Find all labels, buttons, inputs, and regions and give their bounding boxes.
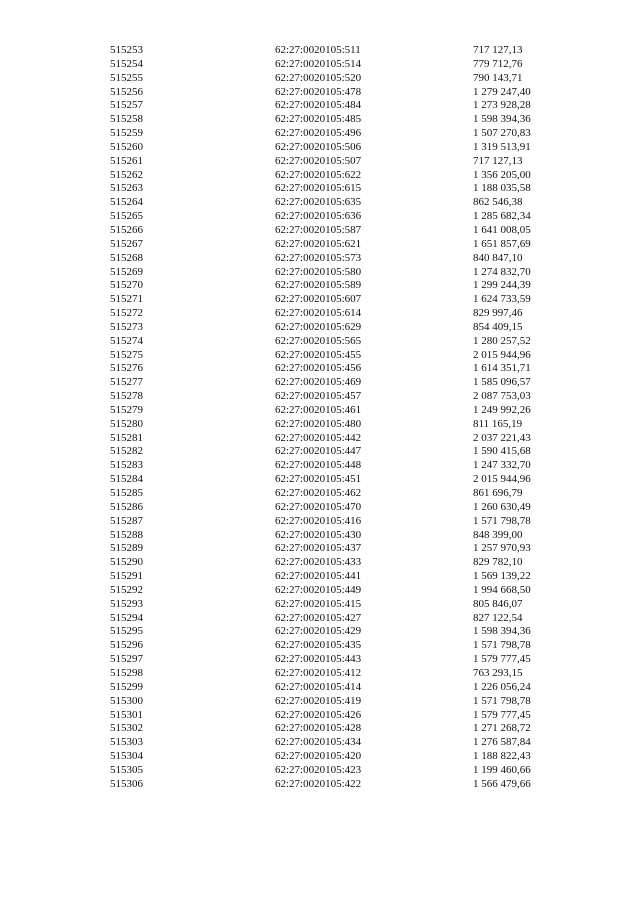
cadastral-value: 717 127,13 <box>473 154 523 167</box>
cadastral-value: 1 571 798,78 <box>473 694 531 707</box>
table-row <box>0 141 640 155</box>
cadastral-value: 1 188 822,43 <box>473 750 531 763</box>
table-row <box>0 570 640 584</box>
table-row <box>0 44 640 58</box>
cadastral-number: 62:27:0020105:565 <box>275 334 362 347</box>
cadastral-value: 1 249 992,26 <box>473 403 531 416</box>
table-row <box>0 487 640 501</box>
table-row <box>0 459 640 473</box>
row-number: 515298 <box>110 666 143 679</box>
row-number: 515261 <box>110 154 143 167</box>
cadastral-value: 1 579 777,45 <box>473 653 531 666</box>
cadastral-value: 1 356 205,00 <box>473 168 531 181</box>
row-number: 515258 <box>110 113 143 126</box>
cadastral-value: 1 199 460,66 <box>473 763 531 776</box>
row-number: 515291 <box>110 570 143 583</box>
table-row <box>0 390 640 404</box>
table-row <box>0 113 640 127</box>
cadastral-value: 854 409,15 <box>473 320 523 333</box>
row-number: 515256 <box>110 85 143 98</box>
cadastral-number: 62:27:0020105:433 <box>275 556 362 569</box>
table-row <box>0 169 640 183</box>
row-number: 515278 <box>110 390 143 403</box>
cadastral-value: 1 569 139,22 <box>473 570 531 583</box>
row-number: 515294 <box>110 611 143 624</box>
table-row <box>0 667 640 681</box>
cadastral-number: 62:27:0020105:442 <box>275 431 362 444</box>
cadastral-number: 62:27:0020105:456 <box>275 362 362 375</box>
table-row <box>0 86 640 100</box>
cadastral-value: 1 273 928,28 <box>473 99 531 112</box>
cadastral-number: 62:27:0020105:449 <box>275 583 362 596</box>
cadastral-number: 62:27:0020105:607 <box>275 293 362 306</box>
cadastral-value: 1 188 035,58 <box>473 182 531 195</box>
cadastral-number: 62:27:0020105:461 <box>275 403 362 416</box>
row-number: 515297 <box>110 653 143 666</box>
row-number: 515271 <box>110 293 143 306</box>
cadastral-value: 1 285 682,34 <box>473 210 531 223</box>
table-row <box>0 681 640 695</box>
cadastral-number: 62:27:0020105:457 <box>275 390 362 403</box>
cadastral-value: 829 782,10 <box>473 556 523 569</box>
row-number: 515254 <box>110 57 143 70</box>
row-number: 515285 <box>110 487 143 499</box>
cadastral-number: 62:27:0020105:412 <box>275 666 362 679</box>
row-number: 515262 <box>110 168 143 181</box>
table-row <box>0 252 640 266</box>
cadastral-value: 1 994 668,50 <box>473 583 531 596</box>
cadastral-number: 62:27:0020105:507 <box>275 154 362 167</box>
table-row <box>0 432 640 446</box>
row-number: 515287 <box>110 514 143 527</box>
cadastral-number: 62:27:0020105:426 <box>275 708 362 721</box>
cadastral-value: 763 293,15 <box>473 666 523 679</box>
row-number: 515276 <box>110 362 143 375</box>
cadastral-number: 62:27:0020105:447 <box>275 445 362 458</box>
row-number: 515279 <box>110 403 143 416</box>
row-number: 515267 <box>110 237 143 250</box>
row-number: 515253 <box>110 44 143 56</box>
row-number: 515259 <box>110 127 143 140</box>
table-row <box>0 376 640 390</box>
cadastral-value: 1 598 394,36 <box>473 113 531 126</box>
cadastral-value: 1 279 247,40 <box>473 85 531 98</box>
cadastral-number: 62:27:0020105:437 <box>275 542 362 555</box>
cadastral-number: 62:27:0020105:587 <box>275 223 362 236</box>
cadastral-number: 62:27:0020105:485 <box>275 113 362 126</box>
row-number: 515292 <box>110 583 143 596</box>
cadastral-number: 62:27:0020105:429 <box>275 625 362 638</box>
table-row <box>0 293 640 307</box>
cadastral-value: 2 015 944,96 <box>473 473 531 486</box>
row-number: 515264 <box>110 196 143 209</box>
table-row <box>0 224 640 238</box>
cadastral-value: 1 641 008,05 <box>473 223 531 236</box>
table-row <box>0 722 640 736</box>
cadastral-number: 62:27:0020105:434 <box>275 736 362 749</box>
cadastral-number: 62:27:0020105:514 <box>275 57 362 70</box>
cadastral-number: 62:27:0020105:615 <box>275 182 362 195</box>
cadastral-value: 1 299 244,39 <box>473 279 531 292</box>
cadastral-number: 62:27:0020105:451 <box>275 473 362 486</box>
cadastral-number: 62:27:0020105:416 <box>275 514 362 527</box>
cadastral-value: 1 226 056,24 <box>473 680 531 693</box>
row-number: 515284 <box>110 473 143 486</box>
cadastral-value: 1 566 479,66 <box>473 777 531 790</box>
table-row <box>0 404 640 418</box>
cadastral-value: 1 585 096,57 <box>473 376 531 389</box>
cadastral-value: 1 598 394,36 <box>473 625 531 638</box>
table-row <box>0 99 640 113</box>
cadastral-value: 779 712,76 <box>473 57 523 70</box>
table-row <box>0 709 640 723</box>
table-row <box>0 418 640 432</box>
table-row <box>0 639 640 653</box>
row-number: 515274 <box>110 334 143 347</box>
cadastral-value: 1 319 513,91 <box>473 140 531 153</box>
row-number: 515273 <box>110 320 143 333</box>
table-row <box>0 307 640 321</box>
table-row <box>0 321 640 335</box>
cadastral-number: 62:27:0020105:580 <box>275 265 362 278</box>
row-number: 515290 <box>110 556 143 569</box>
row-number: 515304 <box>110 750 143 763</box>
cadastral-number: 62:27:0020105:629 <box>275 320 362 333</box>
row-number: 515303 <box>110 736 143 749</box>
cadastral-value: 790 143,71 <box>473 71 523 84</box>
table-row <box>0 196 640 210</box>
cadastral-number: 62:27:0020105:414 <box>275 680 362 693</box>
table-row <box>0 182 640 196</box>
row-number: 515306 <box>110 777 143 790</box>
cadastral-number: 62:27:0020105:614 <box>275 307 362 320</box>
cadastral-number: 62:27:0020105:636 <box>275 210 362 223</box>
cadastral-value: 1 280 257,52 <box>473 334 531 347</box>
cadastral-number: 62:27:0020105:415 <box>275 597 362 610</box>
row-number: 515283 <box>110 459 143 472</box>
table-row <box>0 695 640 709</box>
row-number: 515269 <box>110 265 143 278</box>
cadastral-number: 62:27:0020105:427 <box>275 611 362 624</box>
table-row <box>0 155 640 169</box>
cadastral-number: 62:27:0020105:496 <box>275 127 362 140</box>
table-row <box>0 736 640 750</box>
cadastral-number: 62:27:0020105:480 <box>275 417 362 430</box>
table-row <box>0 445 640 459</box>
cadastral-value: 1 624 733,59 <box>473 293 531 306</box>
row-number: 515296 <box>110 639 143 652</box>
row-number: 515272 <box>110 307 143 320</box>
cadastral-number: 62:27:0020105:443 <box>275 653 362 666</box>
cadastral-value: 1 590 415,68 <box>473 445 531 458</box>
row-number: 515281 <box>110 431 143 444</box>
row-number: 515299 <box>110 680 143 693</box>
cadastral-number: 62:27:0020105:441 <box>275 570 362 583</box>
cadastral-value: 1 651 857,69 <box>473 237 531 250</box>
cadastral-value: 717 127,13 <box>473 44 523 56</box>
row-number: 515286 <box>110 500 143 513</box>
cadastral-number: 62:27:0020105:478 <box>275 85 362 98</box>
cadastral-value: 1 571 798,78 <box>473 514 531 527</box>
row-number: 515300 <box>110 694 143 707</box>
table-row <box>0 335 640 349</box>
table-row <box>0 349 640 363</box>
cadastral-number: 62:27:0020105:430 <box>275 528 362 541</box>
table-row <box>0 612 640 626</box>
cadastral-value: 1 274 832,70 <box>473 265 531 278</box>
row-number: 515275 <box>110 348 143 361</box>
row-number: 515266 <box>110 223 143 236</box>
table-row <box>0 279 640 293</box>
cadastral-value: 840 847,10 <box>473 251 523 264</box>
table-row <box>0 653 640 667</box>
cadastral-value: 1 579 777,45 <box>473 708 531 721</box>
cadastral-number: 62:27:0020105:520 <box>275 71 362 84</box>
cadastral-number: 62:27:0020105:469 <box>275 376 362 389</box>
row-number: 515289 <box>110 542 143 555</box>
cadastral-number: 62:27:0020105:635 <box>275 196 362 209</box>
cadastral-number: 62:27:0020105:470 <box>275 500 362 513</box>
row-number: 515293 <box>110 597 143 610</box>
cadastral-value: 829 997,46 <box>473 307 523 320</box>
cadastral-value: 1 257 970,93 <box>473 542 531 555</box>
row-number: 515301 <box>110 708 143 721</box>
table-row <box>0 625 640 639</box>
table-row <box>0 266 640 280</box>
cadastral-value: 1 507 270,83 <box>473 127 531 140</box>
table-row <box>0 127 640 141</box>
cadastral-number: 62:27:0020105:420 <box>275 750 362 763</box>
cadastral-value: 2 015 944,96 <box>473 348 531 361</box>
cadastral-number: 62:27:0020105:484 <box>275 99 362 112</box>
cadastral-value: 2 087 753,03 <box>473 390 531 403</box>
row-number: 515255 <box>110 71 143 84</box>
cadastral-number: 62:27:0020105:462 <box>275 487 362 499</box>
table-row <box>0 362 640 376</box>
cadastral-number: 62:27:0020105:435 <box>275 639 362 652</box>
cadastral-number: 62:27:0020105:422 <box>275 777 362 790</box>
cadastral-value: 861 696,79 <box>473 487 523 499</box>
table-row <box>0 529 640 543</box>
cadastral-value: 862 546,38 <box>473 196 523 209</box>
cadastral-value: 1 276 587,84 <box>473 736 531 749</box>
data-table <box>0 44 640 792</box>
table-row <box>0 584 640 598</box>
row-number: 515270 <box>110 279 143 292</box>
table-row <box>0 598 640 612</box>
table-row <box>0 473 640 487</box>
cadastral-number: 62:27:0020105:621 <box>275 237 362 250</box>
table-row <box>0 778 640 792</box>
cadastral-number: 62:27:0020105:455 <box>275 348 362 361</box>
row-number: 515305 <box>110 763 143 776</box>
row-number: 515280 <box>110 417 143 430</box>
cadastral-number: 62:27:0020105:506 <box>275 140 362 153</box>
cadastral-value: 811 165,19 <box>473 417 523 430</box>
cadastral-value: 805 846,07 <box>473 597 523 610</box>
row-number: 515263 <box>110 182 143 195</box>
row-number: 515268 <box>110 251 143 264</box>
table-row <box>0 515 640 529</box>
row-number: 515260 <box>110 140 143 153</box>
cadastral-number: 62:27:0020105:589 <box>275 279 362 292</box>
table-row <box>0 556 640 570</box>
cadastral-number: 62:27:0020105:423 <box>275 763 362 776</box>
cadastral-number: 62:27:0020105:448 <box>275 459 362 472</box>
cadastral-value: 1 260 630,49 <box>473 500 531 513</box>
cadastral-number: 62:27:0020105:428 <box>275 722 362 735</box>
table-row <box>0 210 640 224</box>
table-row <box>0 72 640 86</box>
table-row <box>0 750 640 764</box>
table-row <box>0 238 640 252</box>
table-row <box>0 501 640 515</box>
cadastral-number: 62:27:0020105:511 <box>275 44 361 56</box>
row-number: 515277 <box>110 376 143 389</box>
cadastral-value: 1 571 798,78 <box>473 639 531 652</box>
row-number: 515302 <box>110 722 143 735</box>
table-row <box>0 58 640 72</box>
cadastral-number: 62:27:0020105:573 <box>275 251 362 264</box>
cadastral-number: 62:27:0020105:419 <box>275 694 362 707</box>
table-row <box>0 542 640 556</box>
row-number: 515257 <box>110 99 143 112</box>
cadastral-value: 2 037 221,43 <box>473 431 531 444</box>
row-number: 515288 <box>110 528 143 541</box>
row-number: 515282 <box>110 445 143 458</box>
cadastral-value: 1 247 332,70 <box>473 459 531 472</box>
cadastral-value: 827 122,54 <box>473 611 523 624</box>
cadastral-number: 62:27:0020105:622 <box>275 168 362 181</box>
cadastral-value: 1 614 351,71 <box>473 362 531 375</box>
cadastral-value: 848 399,00 <box>473 528 523 541</box>
row-number: 515295 <box>110 625 143 638</box>
cadastral-value: 1 271 268,72 <box>473 722 531 735</box>
row-number: 515265 <box>110 210 143 223</box>
table-row <box>0 764 640 778</box>
